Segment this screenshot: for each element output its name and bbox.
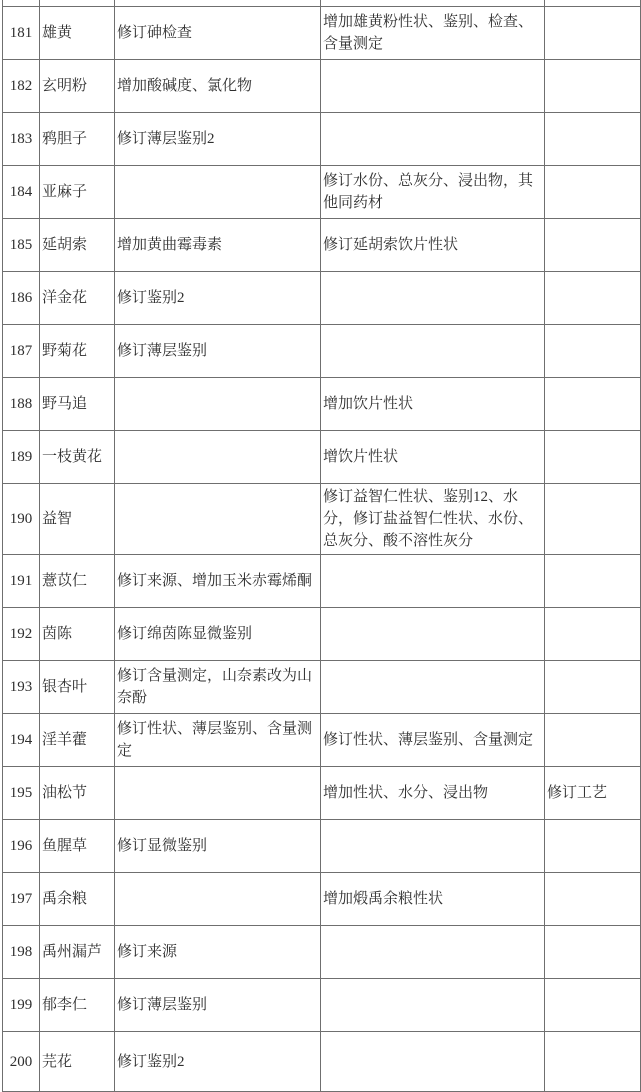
revision-note-2-cell: 修订益智仁性状、鉴别12、水分，修订盐益智仁性状、水份、总灰分、酸不溶性灰分: [321, 484, 545, 555]
herb-name-cell: 淫羊藿: [40, 714, 115, 767]
revision-note-2-cell: [321, 60, 545, 113]
revision-note-1-cell: 修订含量测定，山奈素改为山奈酚: [115, 661, 321, 714]
table-row: [3, 166, 641, 219]
table-row: [3, 767, 641, 820]
revision-note-1-cell: 修订薄层鉴别2: [115, 113, 321, 166]
revision-note-1-cell: [115, 873, 321, 926]
row-number-cell: 192: [3, 608, 40, 661]
herb-name-cell: 洋金花: [40, 272, 115, 325]
row-number-cell: 196: [3, 820, 40, 873]
revision-note-3-cell: [545, 661, 641, 714]
table-row: [3, 714, 641, 767]
row-number-cell: 198: [3, 926, 40, 979]
revision-table-body: [3, 0, 641, 1092]
row-number-cell: 194: [3, 714, 40, 767]
revision-note-1-cell: 修订鉴别2: [115, 272, 321, 325]
revision-note-3-cell: [545, 325, 641, 378]
revision-table: [2, 0, 641, 1092]
revision-note-2-cell: [321, 113, 545, 166]
revision-note-2-cell: 修订延胡索饮片性状: [321, 219, 545, 272]
revision-note-3-cell: [545, 1032, 641, 1092]
revision-note-3-cell: [545, 272, 641, 325]
revision-note-1-cell: 修订显微鉴别: [115, 820, 321, 873]
table-row: [3, 608, 641, 661]
row-number-cell: 195: [3, 767, 40, 820]
revision-note-1-cell: 修订薄层鉴别: [115, 979, 321, 1032]
table-row: [3, 484, 641, 555]
row-number-cell: 186: [3, 272, 40, 325]
revision-note-2-cell: [321, 979, 545, 1032]
revision-note-3-cell: [545, 7, 641, 60]
revision-note-1-cell: 修订鉴别2: [115, 1032, 321, 1092]
herb-name-cell: 禹余粮: [40, 873, 115, 926]
revision-note-2-cell: [321, 555, 545, 608]
revision-note-2-cell: [321, 926, 545, 979]
table-row: [3, 378, 641, 431]
table-row: [3, 431, 641, 484]
table-row: [3, 926, 641, 979]
table-row: [3, 820, 641, 873]
herb-name-cell: 延胡索: [40, 219, 115, 272]
revision-note-3-cell: [545, 873, 641, 926]
revision-note-2-cell: [321, 325, 545, 378]
table-row: [3, 1032, 641, 1092]
row-number-cell: 187: [3, 325, 40, 378]
herb-name-cell: 茵陈: [40, 608, 115, 661]
revision-note-3-cell: [545, 60, 641, 113]
table-row: [3, 7, 641, 60]
table-container: [2, 0, 640, 1092]
revision-note-1-cell: 增加酸碱度、氯化物: [115, 60, 321, 113]
row-number-cell: 182: [3, 60, 40, 113]
herb-name-cell: 益智: [40, 484, 115, 555]
table-row: [3, 555, 641, 608]
row-number-cell: 185: [3, 219, 40, 272]
revision-note-2-cell: 修订水份、总灰分、浸出物，其他同药材: [321, 166, 545, 219]
row-number-cell: 181: [3, 7, 40, 60]
table-row: [3, 873, 641, 926]
revision-note-1-cell: 修订砷检查: [115, 7, 321, 60]
table-row: [3, 661, 641, 714]
revision-note-2-cell: 增饮片性状: [321, 431, 545, 484]
table-row: [3, 219, 641, 272]
row-number-cell: 188: [3, 378, 40, 431]
revision-note-1-cell: 修订薄层鉴别: [115, 325, 321, 378]
revision-note-2-cell: [321, 272, 545, 325]
revision-note-2-cell: 增加雄黄粉性状、鉴别、检查、含量测定: [321, 7, 545, 60]
revision-note-3-cell: [545, 714, 641, 767]
revision-note-3-cell: [545, 608, 641, 661]
herb-name-cell: 芫花: [40, 1032, 115, 1092]
revision-note-1-cell: [115, 767, 321, 820]
row-number-cell: 191: [3, 555, 40, 608]
revision-note-2-cell: [321, 661, 545, 714]
revision-note-2-cell: 增加煅禹余粮性状: [321, 873, 545, 926]
revision-note-3-cell: [545, 820, 641, 873]
revision-note-3-cell: [545, 431, 641, 484]
herb-name-cell: 禹州漏芦: [40, 926, 115, 979]
revision-note-3-cell: [545, 979, 641, 1032]
table-row: [3, 325, 641, 378]
herb-name-cell: 一枝黄花: [40, 431, 115, 484]
table-row: [3, 979, 641, 1032]
revision-note-1-cell: [115, 484, 321, 555]
herb-name-cell: 油松节: [40, 767, 115, 820]
revision-note-1-cell: 修订来源、增加玉米赤霉烯酮: [115, 555, 321, 608]
revision-note-1-cell: 修订绵茵陈显微鉴别: [115, 608, 321, 661]
herb-name-cell: 郁李仁: [40, 979, 115, 1032]
row-number-cell: 193: [3, 661, 40, 714]
herb-name-cell: 亚麻子: [40, 166, 115, 219]
revision-note-2-cell: 修订性状、薄层鉴别、含量测定: [321, 714, 545, 767]
row-number-cell: 197: [3, 873, 40, 926]
revision-note-3-cell: [545, 113, 641, 166]
revision-note-3-cell: 修订工艺: [545, 767, 641, 820]
revision-note-3-cell: [545, 484, 641, 555]
herb-name-cell: 银杏叶: [40, 661, 115, 714]
row-number-cell: 200: [3, 1032, 40, 1092]
row-number-cell: 183: [3, 113, 40, 166]
herb-name-cell: 鱼腥草: [40, 820, 115, 873]
herb-name-cell: 野马追: [40, 378, 115, 431]
table-row: [3, 272, 641, 325]
revision-note-3-cell: [545, 926, 641, 979]
revision-note-2-cell: [321, 1032, 545, 1092]
revision-note-2-cell: 增加性状、水分、浸出物: [321, 767, 545, 820]
revision-note-2-cell: 增加饮片性状: [321, 378, 545, 431]
herb-name-cell: 薏苡仁: [40, 555, 115, 608]
revision-note-3-cell: [545, 378, 641, 431]
herb-name-cell: 雄黄: [40, 7, 115, 60]
revision-note-2-cell: [321, 608, 545, 661]
revision-note-2-cell: [321, 820, 545, 873]
row-number-cell: 190: [3, 484, 40, 555]
herb-name-cell: 鸦胆子: [40, 113, 115, 166]
row-number-cell: 189: [3, 431, 40, 484]
herb-name-cell: 野菊花: [40, 325, 115, 378]
revision-note-1-cell: 增加黄曲霉毒素: [115, 219, 321, 272]
herb-name-cell: 玄明粉: [40, 60, 115, 113]
revision-note-1-cell: [115, 166, 321, 219]
revision-note-1-cell: 修订来源: [115, 926, 321, 979]
revision-note-1-cell: [115, 378, 321, 431]
revision-note-1-cell: 修订性状、薄层鉴别、含量测定: [115, 714, 321, 767]
revision-note-3-cell: [545, 166, 641, 219]
table-row: [3, 60, 641, 113]
row-number-cell: 184: [3, 166, 40, 219]
revision-note-1-cell: [115, 431, 321, 484]
revision-note-3-cell: [545, 219, 641, 272]
table-row: [3, 113, 641, 166]
revision-note-3-cell: [545, 555, 641, 608]
row-number-cell: 199: [3, 979, 40, 1032]
